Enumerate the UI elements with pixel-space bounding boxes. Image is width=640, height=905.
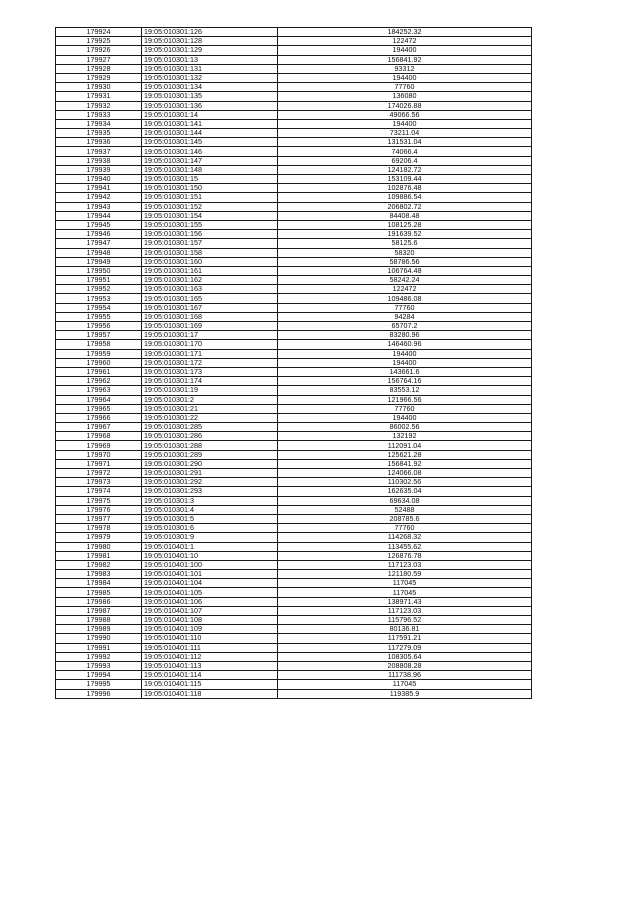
row-number-cell: 179930 bbox=[56, 83, 142, 92]
cadastral-number-cell: 19:05:010301:292 bbox=[142, 478, 278, 487]
row-number-cell: 179956 bbox=[56, 322, 142, 331]
row-number-cell: 179954 bbox=[56, 303, 142, 312]
table-row bbox=[56, 514, 532, 523]
row-number-cell: 179936 bbox=[56, 138, 142, 147]
row-number-cell: 179985 bbox=[56, 588, 142, 597]
value-cell: 108305.64 bbox=[278, 652, 532, 661]
table-row bbox=[56, 579, 532, 588]
cadastral-number-cell: 19:05:010401:106 bbox=[142, 597, 278, 606]
value-cell: 73211.04 bbox=[278, 129, 532, 138]
cadastral-number-cell: 19:05:010301:15 bbox=[142, 175, 278, 184]
value-cell: 153109.44 bbox=[278, 175, 532, 184]
row-number-cell: 179983 bbox=[56, 570, 142, 579]
cadastral-number-cell: 19:05:010301:150 bbox=[142, 184, 278, 193]
cadastral-number-cell: 19:05:010301:289 bbox=[142, 450, 278, 459]
table-row bbox=[56, 239, 532, 248]
row-number-cell: 179977 bbox=[56, 514, 142, 523]
table-row bbox=[56, 46, 532, 55]
value-cell: 58786.56 bbox=[278, 257, 532, 266]
value-cell: 83553.12 bbox=[278, 386, 532, 395]
value-cell: 146460.96 bbox=[278, 340, 532, 349]
cadastral-number-cell: 19:05:010401:107 bbox=[142, 606, 278, 615]
table-row bbox=[56, 689, 532, 698]
table-row bbox=[56, 606, 532, 615]
row-number-cell: 179959 bbox=[56, 349, 142, 358]
cadastral-number-cell: 19:05:010401:10 bbox=[142, 551, 278, 560]
cadastral-number-cell: 19:05:010301:129 bbox=[142, 46, 278, 55]
row-number-cell: 179962 bbox=[56, 377, 142, 386]
row-number-cell: 179972 bbox=[56, 469, 142, 478]
value-cell: 84408.48 bbox=[278, 211, 532, 220]
cadastral-number-cell: 19:05:010301:2 bbox=[142, 395, 278, 404]
value-cell: 121180.59 bbox=[278, 570, 532, 579]
value-cell: 108125.28 bbox=[278, 220, 532, 229]
value-cell: 77760 bbox=[278, 83, 532, 92]
value-cell: 93312 bbox=[278, 64, 532, 73]
table-row bbox=[56, 147, 532, 156]
row-number-cell: 179974 bbox=[56, 487, 142, 496]
cadastral-number-cell: 19:05:010301:146 bbox=[142, 147, 278, 156]
table-row bbox=[56, 459, 532, 468]
table-row bbox=[56, 165, 532, 174]
cadastral-number-cell: 19:05:010301:168 bbox=[142, 312, 278, 321]
row-number-cell: 179976 bbox=[56, 505, 142, 514]
table-row bbox=[56, 533, 532, 542]
row-number-cell: 179991 bbox=[56, 643, 142, 652]
row-number-cell: 179934 bbox=[56, 119, 142, 128]
cadastral-number-cell: 19:05:010301:286 bbox=[142, 432, 278, 441]
table-row bbox=[56, 156, 532, 165]
value-cell: 94284 bbox=[278, 312, 532, 321]
row-number-cell: 179926 bbox=[56, 46, 142, 55]
table-row bbox=[56, 671, 532, 680]
table-row bbox=[56, 138, 532, 147]
value-cell: 83280.96 bbox=[278, 331, 532, 340]
cadastral-number-cell: 19:05:010301:136 bbox=[142, 101, 278, 110]
cadastral-number-cell: 19:05:010301:173 bbox=[142, 367, 278, 376]
value-cell: 110302.56 bbox=[278, 478, 532, 487]
cadastral-number-cell: 19:05:010301:151 bbox=[142, 193, 278, 202]
cadastral-number-cell: 19:05:010301:145 bbox=[142, 138, 278, 147]
cadastral-number-cell: 19:05:010301:5 bbox=[142, 514, 278, 523]
table-row bbox=[56, 395, 532, 404]
table-row bbox=[56, 423, 532, 432]
row-number-cell: 179995 bbox=[56, 680, 142, 689]
cadastral-number-cell: 19:05:010401:100 bbox=[142, 560, 278, 569]
row-number-cell: 179982 bbox=[56, 560, 142, 569]
table-row bbox=[56, 92, 532, 101]
value-cell: 156764.16 bbox=[278, 377, 532, 386]
row-number-cell: 179960 bbox=[56, 358, 142, 367]
table-row bbox=[56, 643, 532, 652]
cadastral-number-cell: 19:05:010301:14 bbox=[142, 110, 278, 119]
value-cell: 109886.54 bbox=[278, 193, 532, 202]
cadastral-number-cell: 19:05:010301:171 bbox=[142, 349, 278, 358]
table-row bbox=[56, 386, 532, 395]
table-row bbox=[56, 652, 532, 661]
row-number-cell: 179980 bbox=[56, 542, 142, 551]
value-cell: 112091.04 bbox=[278, 441, 532, 450]
cadastral-number-cell: 19:05:010301:155 bbox=[142, 220, 278, 229]
table-row bbox=[56, 64, 532, 73]
value-cell: 131531.04 bbox=[278, 138, 532, 147]
row-number-cell: 179996 bbox=[56, 689, 142, 698]
table-row bbox=[56, 524, 532, 533]
table-row bbox=[56, 496, 532, 505]
table-row bbox=[56, 597, 532, 606]
row-number-cell: 179975 bbox=[56, 496, 142, 505]
table-row bbox=[56, 331, 532, 340]
cadastral-value-table bbox=[55, 27, 532, 699]
row-number-cell: 179987 bbox=[56, 606, 142, 615]
table-row bbox=[56, 377, 532, 386]
cadastral-number-cell: 19:05:010301:293 bbox=[142, 487, 278, 496]
value-cell: 122472 bbox=[278, 37, 532, 46]
value-cell: 77760 bbox=[278, 303, 532, 312]
cadastral-number-cell: 19:05:010301:160 bbox=[142, 257, 278, 266]
table-row bbox=[56, 303, 532, 312]
table-row bbox=[56, 634, 532, 643]
cadastral-number-cell: 19:05:010301:144 bbox=[142, 129, 278, 138]
table-row bbox=[56, 119, 532, 128]
table-row bbox=[56, 413, 532, 422]
table-row bbox=[56, 220, 532, 229]
table-row bbox=[56, 101, 532, 110]
table-row bbox=[56, 551, 532, 560]
cadastral-number-cell: 19:05:010401:113 bbox=[142, 661, 278, 670]
row-number-cell: 179955 bbox=[56, 312, 142, 321]
table-row bbox=[56, 230, 532, 239]
value-cell: 117045 bbox=[278, 680, 532, 689]
table-row bbox=[56, 202, 532, 211]
value-cell: 124066.08 bbox=[278, 469, 532, 478]
row-number-cell: 179945 bbox=[56, 220, 142, 229]
cadastral-number-cell: 19:05:010301:126 bbox=[142, 28, 278, 37]
table-row bbox=[56, 340, 532, 349]
cadastral-number-cell: 19:05:010401:104 bbox=[142, 579, 278, 588]
row-number-cell: 179950 bbox=[56, 266, 142, 275]
row-number-cell: 179992 bbox=[56, 652, 142, 661]
value-cell: 194400 bbox=[278, 358, 532, 367]
cadastral-number-cell: 19:05:010401:101 bbox=[142, 570, 278, 579]
table-row bbox=[56, 450, 532, 459]
cadastral-number-cell: 19:05:010401:1 bbox=[142, 542, 278, 551]
value-cell: 156841.92 bbox=[278, 55, 532, 64]
row-number-cell: 179970 bbox=[56, 450, 142, 459]
row-number-cell: 179965 bbox=[56, 404, 142, 413]
cadastral-number-cell: 19:05:010401:105 bbox=[142, 588, 278, 597]
cadastral-number-cell: 19:05:010301:152 bbox=[142, 202, 278, 211]
table-row bbox=[56, 441, 532, 450]
value-cell: 194400 bbox=[278, 119, 532, 128]
table-row bbox=[56, 367, 532, 376]
row-number-cell: 179968 bbox=[56, 432, 142, 441]
row-number-cell: 179941 bbox=[56, 184, 142, 193]
cadastral-number-cell: 19:05:010301:288 bbox=[142, 441, 278, 450]
row-number-cell: 179929 bbox=[56, 73, 142, 82]
cadastral-number-cell: 19:05:010401:114 bbox=[142, 671, 278, 680]
value-cell: 119385.9 bbox=[278, 689, 532, 698]
value-cell: 125621.28 bbox=[278, 450, 532, 459]
value-cell: 194400 bbox=[278, 73, 532, 82]
cadastral-number-cell: 19:05:010301:21 bbox=[142, 404, 278, 413]
row-number-cell: 179988 bbox=[56, 616, 142, 625]
value-cell: 80136.81 bbox=[278, 625, 532, 634]
table-row bbox=[56, 211, 532, 220]
row-number-cell: 179925 bbox=[56, 37, 142, 46]
table-row bbox=[56, 542, 532, 551]
value-cell: 109486.08 bbox=[278, 294, 532, 303]
table-row bbox=[56, 312, 532, 321]
cadastral-number-cell: 19:05:010401:109 bbox=[142, 625, 278, 634]
value-cell: 111738.96 bbox=[278, 671, 532, 680]
cadastral-number-cell: 19:05:010301:13 bbox=[142, 55, 278, 64]
value-cell: 122472 bbox=[278, 285, 532, 294]
table-row bbox=[56, 616, 532, 625]
cadastral-number-cell: 19:05:010301:141 bbox=[142, 119, 278, 128]
cadastral-number-cell: 19:05:010301:17 bbox=[142, 331, 278, 340]
cadastral-number-cell: 19:05:010301:135 bbox=[142, 92, 278, 101]
value-cell: 136080 bbox=[278, 92, 532, 101]
cadastral-number-cell: 19:05:010301:147 bbox=[142, 156, 278, 165]
table-row bbox=[56, 432, 532, 441]
table-row bbox=[56, 37, 532, 46]
row-number-cell: 179928 bbox=[56, 64, 142, 73]
row-number-cell: 179931 bbox=[56, 92, 142, 101]
row-number-cell: 179937 bbox=[56, 147, 142, 156]
cadastral-number-cell: 19:05:010301:169 bbox=[142, 322, 278, 331]
table-body bbox=[56, 28, 532, 699]
cadastral-number-cell: 19:05:010301:9 bbox=[142, 533, 278, 542]
row-number-cell: 179951 bbox=[56, 276, 142, 285]
value-cell: 114268.32 bbox=[278, 533, 532, 542]
value-cell: 65707.2 bbox=[278, 322, 532, 331]
value-cell: 102876.48 bbox=[278, 184, 532, 193]
cadastral-number-cell: 19:05:010301:156 bbox=[142, 230, 278, 239]
value-cell: 117279.09 bbox=[278, 643, 532, 652]
table-row bbox=[56, 625, 532, 634]
table-row bbox=[56, 28, 532, 37]
value-cell: 138971.43 bbox=[278, 597, 532, 606]
cadastral-number-cell: 19:05:010301:4 bbox=[142, 505, 278, 514]
table-row bbox=[56, 478, 532, 487]
table-row bbox=[56, 349, 532, 358]
value-cell: 113455.62 bbox=[278, 542, 532, 551]
cadastral-number-cell: 19:05:010301:132 bbox=[142, 73, 278, 82]
cadastral-number-cell: 19:05:010301:291 bbox=[142, 469, 278, 478]
value-cell: 117123.03 bbox=[278, 560, 532, 569]
table-row bbox=[56, 570, 532, 579]
table-row bbox=[56, 248, 532, 257]
cadastral-number-cell: 19:05:010301:134 bbox=[142, 83, 278, 92]
row-number-cell: 179966 bbox=[56, 413, 142, 422]
value-cell: 194400 bbox=[278, 413, 532, 422]
row-number-cell: 179953 bbox=[56, 294, 142, 303]
row-number-cell: 179979 bbox=[56, 533, 142, 542]
table-row bbox=[56, 404, 532, 413]
table-row bbox=[56, 588, 532, 597]
row-number-cell: 179981 bbox=[56, 551, 142, 560]
cadastral-number-cell: 19:05:010301:19 bbox=[142, 386, 278, 395]
cadastral-number-cell: 19:05:010301:285 bbox=[142, 423, 278, 432]
value-cell: 194400 bbox=[278, 349, 532, 358]
value-cell: 58125.6 bbox=[278, 239, 532, 248]
cadastral-number-cell: 19:05:010301:165 bbox=[142, 294, 278, 303]
table-row bbox=[56, 680, 532, 689]
table-row bbox=[56, 184, 532, 193]
cadastral-number-cell: 19:05:010401:108 bbox=[142, 616, 278, 625]
cadastral-number-cell: 19:05:010301:6 bbox=[142, 524, 278, 533]
table-row bbox=[56, 193, 532, 202]
row-number-cell: 179949 bbox=[56, 257, 142, 266]
cadastral-number-cell: 19:05:010301:131 bbox=[142, 64, 278, 73]
value-cell: 52488 bbox=[278, 505, 532, 514]
row-number-cell: 179958 bbox=[56, 340, 142, 349]
row-number-cell: 179924 bbox=[56, 28, 142, 37]
row-number-cell: 179984 bbox=[56, 579, 142, 588]
row-number-cell: 179947 bbox=[56, 239, 142, 248]
cadastral-number-cell: 19:05:010301:174 bbox=[142, 377, 278, 386]
table-row bbox=[56, 55, 532, 64]
row-number-cell: 179943 bbox=[56, 202, 142, 211]
row-number-cell: 179933 bbox=[56, 110, 142, 119]
cadastral-number-cell: 19:05:010301:161 bbox=[142, 266, 278, 275]
cadastral-number-cell: 19:05:010301:170 bbox=[142, 340, 278, 349]
cadastral-number-cell: 19:05:010401:118 bbox=[142, 689, 278, 698]
cadastral-number-cell: 19:05:010301:22 bbox=[142, 413, 278, 422]
row-number-cell: 179963 bbox=[56, 386, 142, 395]
value-cell: 69634.08 bbox=[278, 496, 532, 505]
cadastral-number-cell: 19:05:010301:162 bbox=[142, 276, 278, 285]
value-cell: 132192 bbox=[278, 432, 532, 441]
row-number-cell: 179961 bbox=[56, 367, 142, 376]
value-cell: 124182.72 bbox=[278, 165, 532, 174]
value-cell: 117045 bbox=[278, 588, 532, 597]
cadastral-number-cell: 19:05:010401:110 bbox=[142, 634, 278, 643]
row-number-cell: 179957 bbox=[56, 331, 142, 340]
cadastral-number-cell: 19:05:010401:115 bbox=[142, 680, 278, 689]
row-number-cell: 179952 bbox=[56, 285, 142, 294]
value-cell: 69206.4 bbox=[278, 156, 532, 165]
table-row bbox=[56, 294, 532, 303]
value-cell: 58242.24 bbox=[278, 276, 532, 285]
row-number-cell: 179932 bbox=[56, 101, 142, 110]
value-cell: 58320 bbox=[278, 248, 532, 257]
value-cell: 117123.03 bbox=[278, 606, 532, 615]
value-cell: 117591.21 bbox=[278, 634, 532, 643]
row-number-cell: 179971 bbox=[56, 459, 142, 468]
row-number-cell: 179969 bbox=[56, 441, 142, 450]
row-number-cell: 179973 bbox=[56, 478, 142, 487]
row-number-cell: 179993 bbox=[56, 661, 142, 670]
row-number-cell: 179994 bbox=[56, 671, 142, 680]
table-row bbox=[56, 110, 532, 119]
cadastral-number-cell: 19:05:010301:157 bbox=[142, 239, 278, 248]
table-row bbox=[56, 322, 532, 331]
value-cell: 194400 bbox=[278, 46, 532, 55]
table-row bbox=[56, 487, 532, 496]
value-cell: 77760 bbox=[278, 404, 532, 413]
value-cell: 174026.88 bbox=[278, 101, 532, 110]
table-row bbox=[56, 276, 532, 285]
value-cell: 184252.32 bbox=[278, 28, 532, 37]
table-row bbox=[56, 83, 532, 92]
cadastral-number-cell: 19:05:010301:290 bbox=[142, 459, 278, 468]
cadastral-number-cell: 19:05:010301:3 bbox=[142, 496, 278, 505]
value-cell: 77760 bbox=[278, 524, 532, 533]
table-row bbox=[56, 257, 532, 266]
value-cell: 208808.28 bbox=[278, 661, 532, 670]
table-row bbox=[56, 358, 532, 367]
value-cell: 117045 bbox=[278, 579, 532, 588]
row-number-cell: 179978 bbox=[56, 524, 142, 533]
cadastral-number-cell: 19:05:010301:167 bbox=[142, 303, 278, 312]
row-number-cell: 179944 bbox=[56, 211, 142, 220]
value-cell: 121966.56 bbox=[278, 395, 532, 404]
cadastral-number-cell: 19:05:010301:158 bbox=[142, 248, 278, 257]
row-number-cell: 179940 bbox=[56, 175, 142, 184]
row-number-cell: 179935 bbox=[56, 129, 142, 138]
value-cell: 206802.72 bbox=[278, 202, 532, 211]
row-number-cell: 179989 bbox=[56, 625, 142, 634]
table-row bbox=[56, 129, 532, 138]
table-row bbox=[56, 469, 532, 478]
table-row bbox=[56, 285, 532, 294]
cadastral-number-cell: 19:05:010301:154 bbox=[142, 211, 278, 220]
value-cell: 208785.6 bbox=[278, 514, 532, 523]
cadastral-number-cell: 19:05:010301:163 bbox=[142, 285, 278, 294]
value-cell: 74066.4 bbox=[278, 147, 532, 156]
value-cell: 156841.92 bbox=[278, 459, 532, 468]
row-number-cell: 179948 bbox=[56, 248, 142, 257]
cadastral-number-cell: 19:05:010301:172 bbox=[142, 358, 278, 367]
value-cell: 162635.04 bbox=[278, 487, 532, 496]
table-row bbox=[56, 661, 532, 670]
table-row bbox=[56, 73, 532, 82]
row-number-cell: 179990 bbox=[56, 634, 142, 643]
table-row bbox=[56, 175, 532, 184]
table-row bbox=[56, 505, 532, 514]
value-cell: 143661.6 bbox=[278, 367, 532, 376]
value-cell: 126876.78 bbox=[278, 551, 532, 560]
cadastral-number-cell: 19:05:010401:112 bbox=[142, 652, 278, 661]
row-number-cell: 179927 bbox=[56, 55, 142, 64]
row-number-cell: 179964 bbox=[56, 395, 142, 404]
value-cell: 86002.56 bbox=[278, 423, 532, 432]
row-number-cell: 179939 bbox=[56, 165, 142, 174]
value-cell: 106764.48 bbox=[278, 266, 532, 275]
value-cell: 191639.52 bbox=[278, 230, 532, 239]
value-cell: 49066.56 bbox=[278, 110, 532, 119]
row-number-cell: 179967 bbox=[56, 423, 142, 432]
cadastral-number-cell: 19:05:010301:128 bbox=[142, 37, 278, 46]
row-number-cell: 179942 bbox=[56, 193, 142, 202]
row-number-cell: 179946 bbox=[56, 230, 142, 239]
table-row bbox=[56, 560, 532, 569]
row-number-cell: 179986 bbox=[56, 597, 142, 606]
value-cell: 115796.52 bbox=[278, 616, 532, 625]
cadastral-number-cell: 19:05:010301:148 bbox=[142, 165, 278, 174]
table-row bbox=[56, 266, 532, 275]
row-number-cell: 179938 bbox=[56, 156, 142, 165]
cadastral-number-cell: 19:05:010401:111 bbox=[142, 643, 278, 652]
